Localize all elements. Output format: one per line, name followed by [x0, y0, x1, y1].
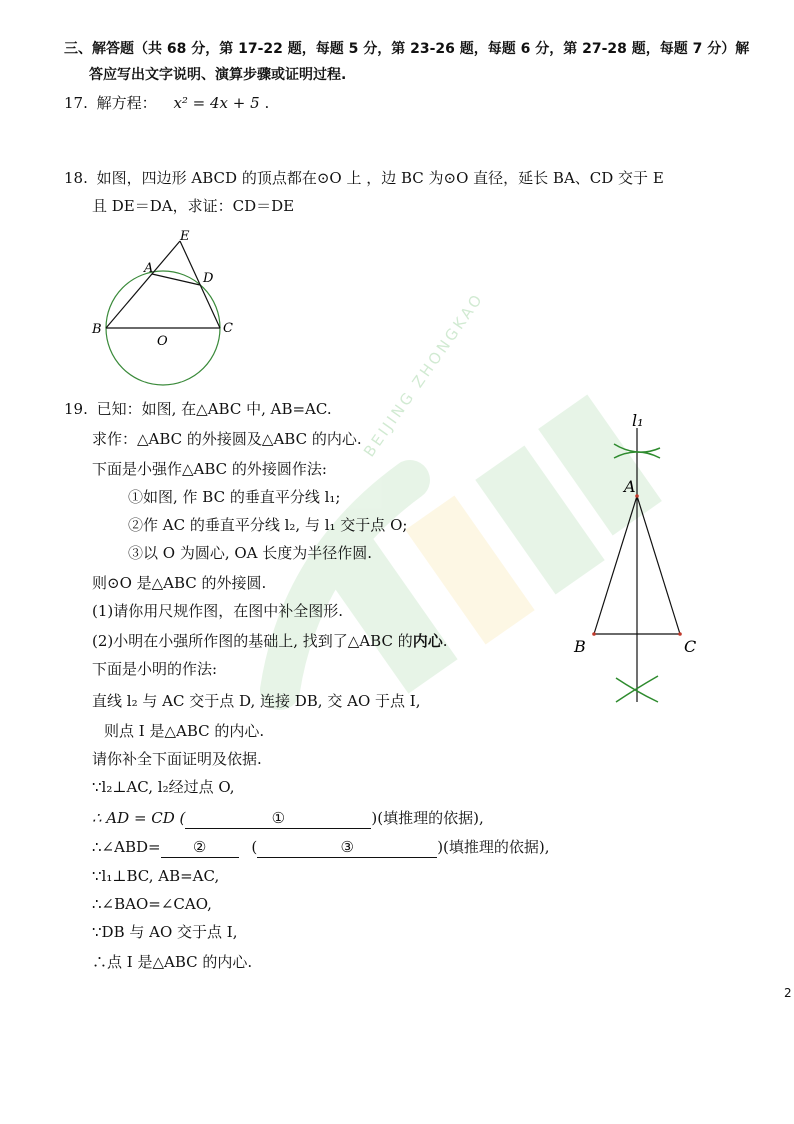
q19-proof3 — [92, 837, 550, 858]
q19-given-line — [64, 399, 332, 419]
q17-equation: x² = 4x + 5 — [173, 94, 260, 112]
q19-line-ab — [594, 496, 637, 634]
q19-proof4: ∵l₁⊥BC, AB=AC, — [92, 867, 220, 885]
page-number: 2 — [784, 986, 792, 1000]
q19-then: 则⊙O 是△ABC 的外接圆. — [92, 574, 267, 592]
q18-line-be — [106, 241, 180, 328]
q18-label-b: B — [92, 322, 102, 337]
q19-point-a — [635, 494, 639, 498]
blank-1[interactable]: ① — [185, 808, 371, 829]
q17-number: 17. — [64, 94, 88, 112]
q19-intro: 下面是小强作△ABC 的外接圆作法: — [92, 460, 327, 478]
q19-part2-post: . — [442, 632, 448, 650]
q17 — [64, 93, 269, 113]
q19-label-a: A — [624, 477, 636, 496]
q19-proof3-post: )(填推理的依据), — [437, 838, 550, 856]
q18-figure — [88, 228, 248, 378]
q19-part2-pre: (2)小明在小强所作图的基础上, 找到了△ABC 的 — [92, 632, 413, 650]
q19-proof2 — [92, 808, 484, 829]
q19-proof3-mid: ( — [251, 838, 258, 856]
q18-label-c: C — [223, 321, 233, 336]
q18-line1 — [64, 168, 664, 188]
q19-part1: (1)请你用尺规作图，在图中补全图形. — [92, 602, 344, 620]
q19-given: 已知：如图, 在△ABC 中, AB=AC. — [96, 400, 332, 418]
q19-proof1: ∵l₂⊥AC, l₂经过点 O, — [92, 778, 235, 796]
q19-proof3-pre: ∴∠ABD= — [92, 838, 161, 856]
q19-incenter: 则点 I 是△ABC 的内心. — [104, 722, 265, 740]
q19-proof6: ∵DB 与 AO 交于点 I, — [92, 923, 238, 941]
q19-number: 19. — [64, 400, 88, 418]
q19-proof2-post: )(填推理的依据), — [371, 809, 484, 827]
section-header-line2: 答应写出文字说明、演算步骤或证明过程. — [89, 67, 347, 83]
q17-text: 解方程： — [96, 94, 157, 112]
q18-label-d: D — [203, 271, 214, 286]
q19-proof5: ∴∠BAO=∠CAO, — [92, 895, 212, 913]
q19-point-c — [678, 632, 682, 636]
q19-part2 — [92, 631, 448, 651]
q19-proof7: ∴点 I 是△ABC 的内心. — [92, 953, 253, 971]
q19-step2: ②作 AC 的垂直平分线 l₂, 与 l₁ 交于点 O; — [128, 516, 408, 534]
q17-end: . — [264, 94, 270, 112]
blank-2[interactable]: ② — [161, 837, 239, 858]
q19-method: 下面是小明的作法: — [92, 660, 218, 678]
q19-proof2-pre: ∴ AD = CD ( — [92, 809, 186, 827]
q19-label-b: B — [574, 637, 586, 656]
blank-3[interactable]: ③ — [257, 837, 437, 858]
q19-step3: ③以 O 为圆心, OA 长度为半径作圆. — [128, 544, 373, 562]
q19-point-b — [592, 632, 596, 636]
q18-label-o: O — [157, 334, 168, 349]
q18-label-a: A — [144, 261, 154, 276]
q19-line-d: 直线 l₂ 与 AC 交于点 D, 连接 DB, 交 AO 于点 I, — [92, 692, 421, 710]
q19-label-l1: l₁ — [632, 411, 644, 430]
q18-line2: 且 DE＝DA，求证：CD＝DE — [92, 197, 295, 215]
q18-label-e: E — [180, 229, 190, 244]
watermark-text: BEIJING ZHONGKAO — [360, 289, 488, 461]
q19-complete: 请你补全下面证明及依据. — [92, 750, 262, 768]
q19-line-ac — [637, 496, 680, 634]
q19-part2-bold: 内心 — [412, 632, 443, 650]
q19-figure — [570, 408, 710, 708]
q19-label-c: C — [684, 637, 697, 656]
q19-step1: ①如图, 作 BC 的垂直平分线 l₁; — [128, 488, 341, 506]
q18-number: 18. — [64, 169, 88, 187]
q19-task: 求作：△ABC 的外接圆及△ABC 的内心. — [92, 430, 362, 448]
q18-text1: 如图，四边形 ABCD 的顶点都在⊙O 上 ，边 BC 为⊙O 直径，延长 BA、CD 交于 E — [96, 169, 664, 187]
section-header-line1: 三、解答题（共 68 分，第 17-22 题，每题 5 分，第 23-26 题，每题 6 分，第 27-28 题，每题 7 分）解 — [64, 41, 750, 57]
